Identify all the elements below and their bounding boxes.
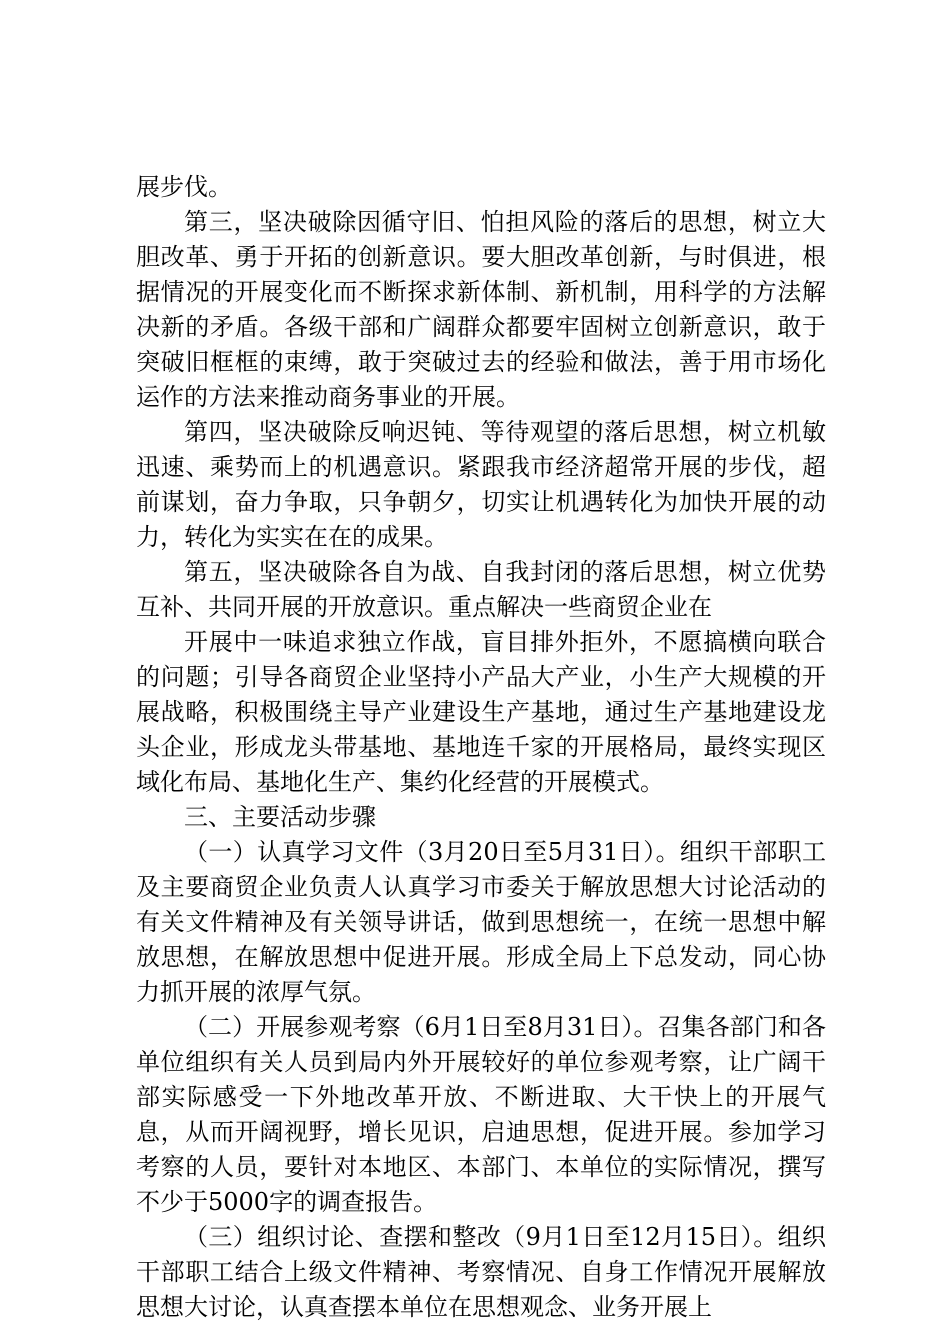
paragraph-point-five: 第五，坚决破除各自为战、自我封闭的落后思想，树立优势互补、共同开展的开放意识。重点解决一些商贸企业在 [136, 558, 826, 621]
paragraph-step-one: （一）认真学习文件（3月20日至5月31日）。组织干部职工及主要商贸企业负责人认真学习市委关于解放思想大讨论活动的有关文件精神及有关领导讲话，做到思想统一，在统一思想中解放思想，在解放思想中促进开展。形成全局上下总发动，同心协力抓开展的浓厚气氛。 [136, 838, 826, 1006]
paragraph-step-three: （三）组织讨论、查摆和整改（9月1日至12月15日）。组织干部职工结合上级文件精神、考察情况、自身工作情况开展解放思想大讨论，认真查摆本单位在思想观念、业务开展上 [136, 1223, 826, 1321]
paragraph-point-three: 第三，坚决破除因循守旧、怕担风险的落后的思想，树立大胆改革、勇于开拓的创新意识。要大胆改革创新，与时俱进，根据情况的开展变化而不断探求新体制、新机制，用科学的方法解决新的矛盾。各级干部和广阔群众都要牢固树立创新意识，敢于突破旧框框的束缚，敢于突破过去的经验和做法，善于用市场化运作的方法来推动商务事业的开展。 [136, 208, 826, 411]
document-body [136, 170, 826, 1325]
paragraph-point-five-continued: 开展中一味追求独立作战，盲目排外拒外，不愿搞横向联合的问题；引导各商贸企业坚持小产品大产业，小生产大规模的开展战略，积极围绕主导产业建设生产基地，通过生产基地建设龙头企业，形成龙头带基地、基地连千家的开展格局，最终实现区域化布局、基地化生产、集约化经营的开展模式。 [136, 628, 826, 796]
paragraph-continuation: 展步伐。 [136, 173, 232, 201]
section-heading-main-steps: 三、主要活动步骤 [184, 803, 376, 831]
paragraph-point-four: 第四，坚决破除反响迟钝、等待观望的落后思想，树立机敏迅速、乘势而上的机遇意识。紧跟我市经济超常开展的步伐，超前谋划，奋力争取，只争朝夕，切实让机遇转化为加快开展的动力，转化为实实在在的成果。 [136, 418, 826, 551]
paragraph-step-two: （二）开展参观考察（6月1日至8月31日）。召集各部门和各单位组织有关人员到局内外开展较好的单位参观考察，让广阔干部实际感受一下外地改革开放、不断进取、大干快上的开展气息，从而开阔视野，增长见识，启迪思想，促进开展。参加学习考察的人员，要针对本地区、本部门、本单位的实际情况，撰写不少于5000字的调查报告。 [136, 1013, 826, 1216]
